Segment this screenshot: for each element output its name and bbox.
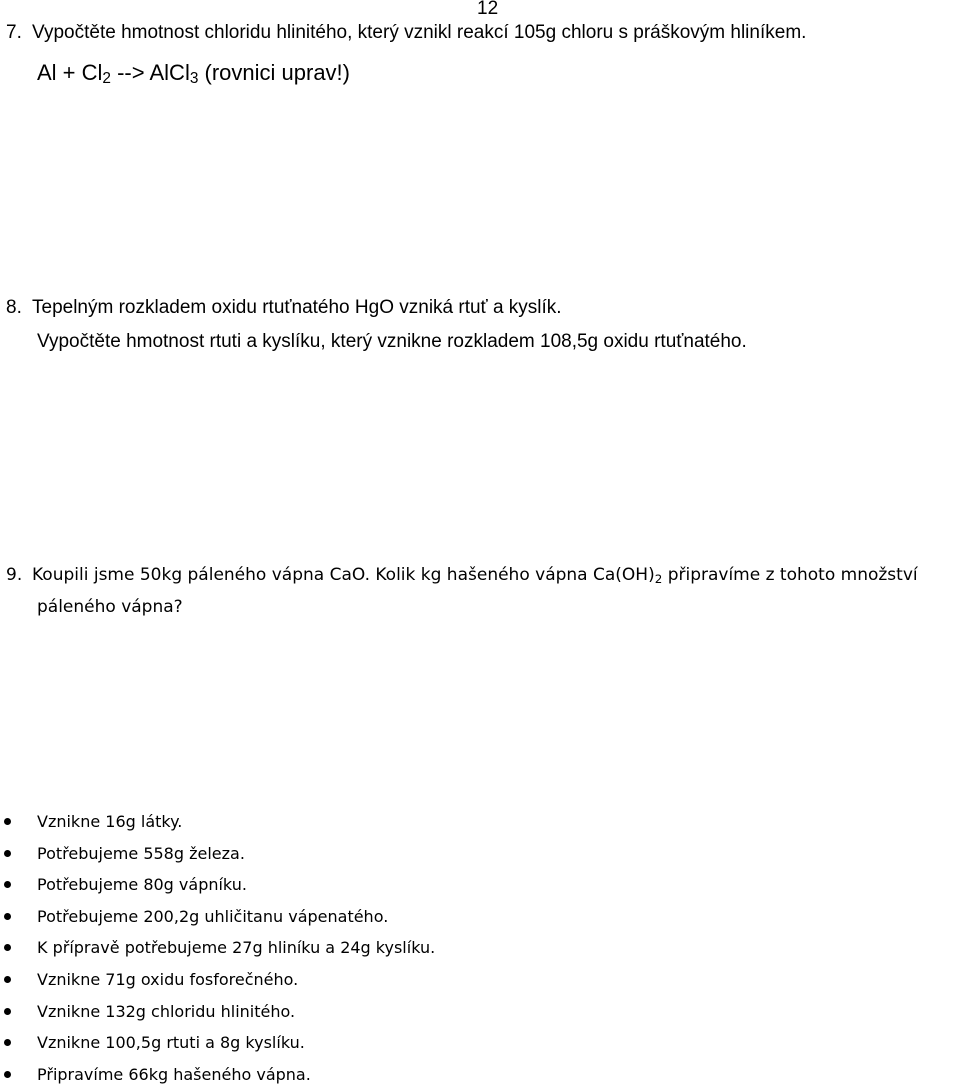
question-7-text: Vypočtěte hmotnost chloridu hlinitého, který vznikl reakcí 105g chloru s práškovým hliníkem. bbox=[32, 22, 807, 43]
question-7-number: 7. bbox=[6, 22, 22, 43]
list-item bbox=[0, 869, 435, 901]
question-9-line-1 bbox=[6, 565, 918, 585]
equation-sub-2: 3 bbox=[189, 70, 199, 87]
equation-sub-1: 2 bbox=[102, 70, 111, 87]
bullet-icon bbox=[4, 944, 11, 951]
equation-part-3: (rovnici uprav!) bbox=[198, 60, 350, 85]
answer-text: Připravíme 66kg hašeného vápna. bbox=[37, 1064, 311, 1084]
question-9-sub: 2 bbox=[654, 572, 663, 586]
answer-text: Vznikne 71g oxidu fosforečného. bbox=[37, 969, 299, 989]
question-9-text-1b: připravíme z tohoto množství bbox=[662, 565, 918, 585]
equation-part-1: Al + Cl bbox=[37, 60, 103, 85]
list-item bbox=[0, 1027, 435, 1059]
list-item bbox=[0, 996, 435, 1028]
question-9-text-1a: Koupili jsme 50kg páleného vápna CaO. Kolik kg hašeného vápna Ca(OH) bbox=[32, 565, 655, 585]
answer-text: Potřebujeme 558g železa. bbox=[37, 843, 245, 863]
list-item bbox=[0, 901, 435, 933]
answer-text: Potřebujeme 80g vápníku. bbox=[37, 875, 247, 895]
question-9-number: 9. bbox=[6, 565, 23, 585]
answer-text: Vznikne 132g chloridu hlinitého. bbox=[37, 1001, 296, 1021]
answer-text: Vznikne 100,5g rtuti a 8g kyslíku. bbox=[37, 1033, 305, 1053]
question-8-text-1: Tepelným rozkladem oxidu rtuťnatého HgO vzniká rtuť a kyslík. bbox=[32, 297, 562, 318]
bullet-icon bbox=[4, 881, 11, 888]
bullet-icon bbox=[4, 913, 11, 920]
bullet-icon bbox=[4, 976, 11, 983]
question-8-number: 8. bbox=[6, 297, 22, 318]
answers-list bbox=[0, 806, 435, 1090]
bullet-icon bbox=[4, 850, 11, 857]
question-9-line-2: páleného vápna? bbox=[37, 597, 183, 617]
answer-text: K přípravě potřebujeme 27g hliníku a 24g kyslíku. bbox=[37, 938, 436, 958]
list-item bbox=[0, 932, 435, 964]
page-number: 12 bbox=[477, 0, 499, 19]
question-8-line-2: Vypočtěte hmotnost rtuti a kyslíku, který vznikne rozkladem 108,5g oxidu rtuťnatého. bbox=[37, 331, 747, 352]
question-7-equation bbox=[37, 60, 350, 86]
equation-part-2: --> AlCl bbox=[110, 60, 190, 85]
list-item bbox=[0, 964, 435, 996]
bullet-icon bbox=[4, 818, 11, 825]
question-7 bbox=[6, 22, 806, 44]
answer-text: Vznikne 16g látky. bbox=[37, 812, 183, 831]
bullet-icon bbox=[4, 1008, 11, 1015]
bullet-icon bbox=[4, 1039, 11, 1046]
list-item bbox=[0, 1059, 435, 1091]
answer-text: Potřebujeme 200,2g uhličitanu vápenatého. bbox=[37, 906, 389, 926]
list-item bbox=[0, 838, 435, 870]
question-8-line-1 bbox=[6, 297, 562, 319]
bullet-icon bbox=[4, 1071, 11, 1078]
list-item bbox=[0, 806, 435, 838]
